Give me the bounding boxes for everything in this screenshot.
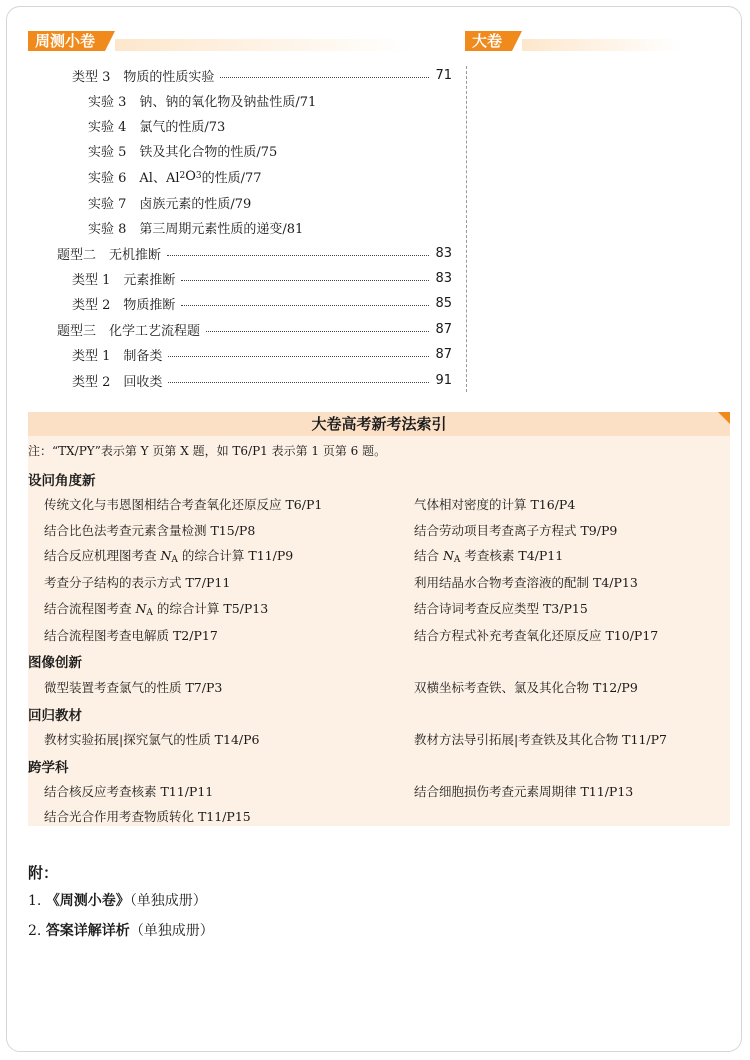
- index-item[interactable]: 结合光合作用考查物质转化 T11/P15: [44, 809, 251, 824]
- toc-entry[interactable]: 实验 6 Al、Al 2 O 3 的性质/77: [88, 168, 262, 186]
- big-tab-header: [465, 31, 682, 51]
- index-item[interactable]: 结合比色法考查元素含量检测 T15/P8: [44, 523, 256, 538]
- category-heading: 图像创新: [28, 655, 82, 671]
- index-item[interactable]: 考查分子结构的表示方式 T7/P11: [44, 575, 231, 590]
- category-heading: 跨学科: [28, 760, 69, 776]
- index-item[interactable]: 结合方程式补充考查氧化还原反应 T10/P17: [414, 628, 659, 643]
- appendix-item: 1. 《周测小卷》（单独成册）: [28, 893, 207, 909]
- big-tab-label: 大卷: [465, 31, 512, 51]
- index-item[interactable]: 教材实验拓展|探究氯气的性质 T14/P6: [44, 732, 260, 747]
- toc-entry[interactable]: 类型 1 元素推断 83: [72, 270, 452, 288]
- toc-entry[interactable]: 题型三 化学工艺流程题 87: [57, 321, 452, 339]
- toc-entry[interactable]: 实验 7 卤族元素的性质/79: [88, 196, 252, 212]
- index-item[interactable]: 结合 $N_A$ 考查核素 T4/P11: [414, 548, 564, 565]
- toc-entry[interactable]: 实验 3 钠、钠的氧化物及钠盐性质/71: [88, 94, 317, 110]
- toc-entry[interactable]: 实验 4 氯气的性质/73: [88, 119, 226, 135]
- toc-entry[interactable]: 类型 3 物质的性质实验 71: [72, 67, 452, 85]
- weekly-tab-label: 周测小卷: [28, 31, 105, 51]
- corner-mark: [718, 412, 730, 424]
- index-item[interactable]: 教材方法导引拓展|考查铁及其化合物 T11/P7: [414, 732, 668, 747]
- index-title: 大卷高考新考法索引: [28, 412, 730, 436]
- index-item[interactable]: 气体相对密度的计算 T16/P4: [414, 497, 576, 512]
- index-item[interactable]: 传统文化与韦恩图相结合考查氧化还原反应 T6/P1: [44, 497, 323, 512]
- weekly-tab-header: [28, 31, 415, 51]
- toc-entry[interactable]: 类型 1 制备类 87: [72, 346, 452, 364]
- big-tab-stripe: [522, 39, 682, 51]
- index-item[interactable]: 微型装置考查氯气的性质 T7/P3: [44, 680, 223, 695]
- index-item[interactable]: 结合流程图考查 $N_A$ 的综合计算 T5/P13: [44, 601, 269, 618]
- toc-entry[interactable]: 类型 2 物质推断 85: [72, 295, 452, 313]
- toc-entry[interactable]: 类型 2 回收类 91: [72, 372, 452, 390]
- toc-entry[interactable]: 实验 5 铁及其化合物的性质/75: [88, 144, 278, 160]
- index-note: 注：“TX/PY”表示第 Y 页第 X 题，如 T6/P1 表示第 1 页第 6 题。: [28, 444, 387, 458]
- toc-entry[interactable]: 实验 8 第三周期元素性质的递变/81: [88, 221, 304, 237]
- index-item[interactable]: 结合细胞损伤考查元素周期律 T11/P13: [414, 784, 634, 799]
- toc-entry[interactable]: 题型二 无机推断 83: [57, 245, 452, 263]
- category-heading: 设问角度新: [28, 473, 96, 489]
- index-panel: [28, 412, 730, 826]
- index-item[interactable]: 利用结晶水合物考查溶液的配制 T4/P13: [414, 575, 638, 590]
- index-item[interactable]: 结合诗词考查反应类型 T3/P15: [414, 601, 588, 616]
- index-item[interactable]: 结合流程图考查电解质 T2/P17: [44, 628, 218, 643]
- index-item[interactable]: 结合核反应考查核素 T11/P11: [44, 784, 214, 799]
- weekly-tab-stripe: [115, 39, 415, 51]
- index-item[interactable]: 结合反应机理图考查 $N_A$ 的综合计算 T11/P9: [44, 548, 294, 565]
- column-separator: [466, 66, 467, 392]
- category-heading: 回归教材: [28, 708, 82, 724]
- appendix-item: 2. 答案详解详析（单独成册）: [28, 923, 214, 939]
- index-item[interactable]: 结合劳动项目考查离子方程式 T9/P9: [414, 523, 618, 538]
- index-item[interactable]: 双横坐标考查铁、氯及其化合物 T12/P9: [414, 680, 638, 695]
- appendix-title: 附：: [28, 864, 59, 882]
